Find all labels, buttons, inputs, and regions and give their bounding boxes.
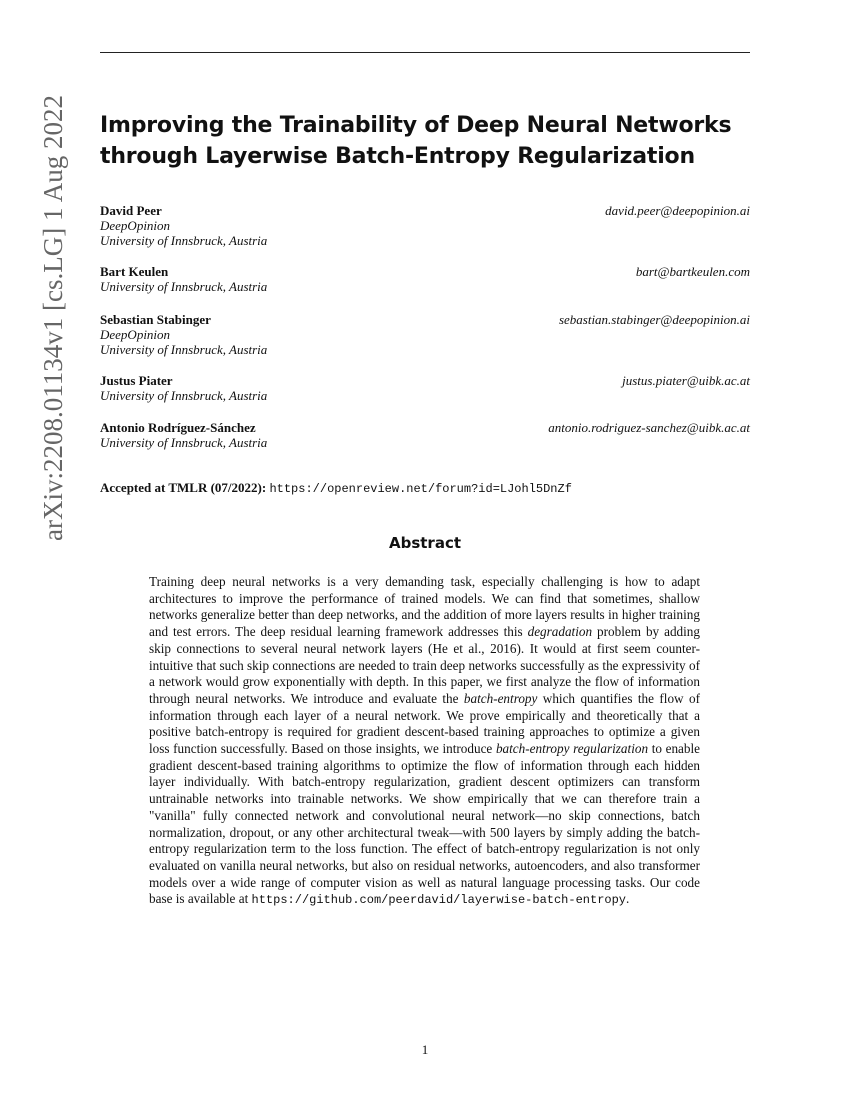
author-name: Bart Keulen: [100, 264, 169, 279]
author-affiliation: DeepOpinion: [100, 218, 171, 233]
author-affiliation: University of Innsbruck, Austria: [100, 388, 268, 403]
code-link[interactable]: https://github.com/peerdavid/layerwise-batch-entropy: [251, 893, 626, 908]
acceptance-label: Accepted at TMLR (07/2022):: [100, 480, 267, 495]
abstract-heading: Abstract: [388, 534, 462, 552]
author-affiliation: University of Innsbruck, Austria: [100, 342, 268, 357]
page-number: 1: [421, 1042, 429, 1057]
author-affiliation: University of Innsbruck, Austria: [100, 233, 268, 248]
paper-title: Improving the Trainability of Deep Neural Networks through Layerwise Batch-Entropy Regularization: [100, 113, 732, 169]
author-email[interactable]: antonio.rodriguez-sanchez@uibk.ac.at: [548, 420, 750, 435]
abstract-emphasis: batch-entropy regularization: [495, 741, 649, 757]
acceptance-note: [100, 480, 750, 497]
abstract-part: problem by adding skip connections to several neural network layers (He et al., 2016). It would at first seem counter-intuitive that such skip connections are needed to train deep networks successfully as the expressivity of a network would grow exponentially with depth. In this paper, we first analyze the flow of information through neural networks. We introduce and evaluate the: [149, 624, 700, 706]
author-block: [100, 312, 750, 357]
author-block: [100, 203, 750, 248]
author-name: Antonio Rodríguez-Sánchez: [100, 420, 256, 435]
author-affiliation: University of Innsbruck, Austria: [100, 279, 268, 294]
author-email[interactable]: bart@bartkeulen.com: [635, 264, 750, 279]
abstract-emphasis: degradation: [527, 624, 593, 640]
author-name: Justus Piater: [100, 373, 173, 388]
abstract-text: [149, 574, 700, 909]
abstract-part: which quantifies the flow of information through each layer of a neural network. We prove empirically and theoretically that a positive batch-entropy is required for gradient descent-based training approaches to optimize a given loss function successfully. Based on those insights, we introduce: [149, 690, 700, 757]
author-block: [100, 264, 750, 294]
author-affiliation: DeepOpinion: [100, 327, 171, 342]
author-affiliation: University of Innsbruck, Austria: [100, 435, 268, 450]
arxiv-identifier: arXiv:2208.01134v1 [cs.LG] 1 Aug 2022: [38, 95, 68, 541]
abstract-part: to enable gradient descent-based training algorithms to optimize the flow of information through each hidden layer individually. With batch-entropy regularization, gradient descent optimizers can transform untrainable networks into trainable networks. We show empirically that we can therefore train a "vanilla" fully connected network and convolutional neural network—no skip connections, batch normalization, dropout, or any other architectural tweak—with 500 layers by simply adding the batch-entropy regularization term to the loss function. The effect of batch-entropy regularization is not only evaluated on vanilla neural networks, but also on residual networks, autoencoders, and also transformer models over a wide range of computer vision as well as natural language processing tasks. Our code base is available at: [149, 741, 701, 907]
author-email[interactable]: david.peer@deepopinion.ai: [605, 203, 750, 218]
author-email[interactable]: justus.piater@uibk.ac.at: [622, 373, 750, 388]
author-name: David Peer: [100, 203, 162, 218]
top-rule: [100, 52, 750, 53]
author-email[interactable]: sebastian.stabinger@deepopinion.ai: [558, 312, 750, 327]
author-name: Sebastian Stabinger: [100, 312, 211, 327]
abstract-emphasis: batch-entropy: [463, 690, 538, 706]
author-block: [100, 373, 750, 403]
abstract-part: Training deep neural networks is a very demanding task, especially challenging is how to adapt architectures to improve the performance of trained models. We can find that sometimes, shallow networks generalize better than deep networks, and the addition of more layers results in higher training and test errors. The deep residual learning framework addresses this: [149, 574, 700, 640]
author-block: [100, 420, 750, 450]
abstract-end: .: [626, 891, 630, 907]
openreview-link[interactable]: https://openreview.net/forum?id=LJohl5DnZf: [269, 482, 572, 496]
